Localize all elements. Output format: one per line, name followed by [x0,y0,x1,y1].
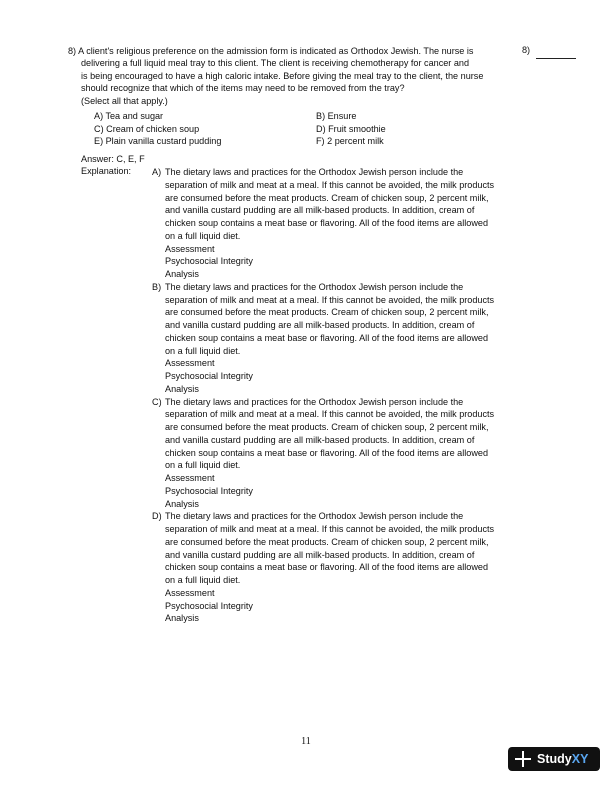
option-b: B) Ensure [316,111,357,121]
explanation-block [152,166,517,281]
explanation-line: separation of milk and meat at a meal. If this cannot be avoided, the milk products [165,409,495,420]
margin-question-number: 8) [522,45,531,55]
option-row [94,123,424,136]
brand-name: StudyXY [537,752,589,766]
explanation-line: separation of milk and meat at a meal. If this cannot be avoided, the milk products [165,179,495,190]
explanation-line: are consumed before the meat products. Cream of chicken soup, 2 percent milk, [165,192,489,203]
explanation-line: The dietary laws and practices for the Orthodox Jewish person include the [165,511,464,522]
explanation-body [152,166,517,281]
explanation-line: Psychosocial Integrity [165,256,253,267]
stem-line: delivering a full liquid meal tray to this client. The client is receiving chemotherapy for cancer and [81,58,470,69]
explanation-line: Assessment [165,587,215,598]
option-c: C) Cream of chicken soup [94,123,200,134]
explanation-line: and vanilla custard pudding are all milk-based products. In addition, cream of [165,205,475,216]
option-row [94,135,424,148]
explanation-label: Explanation: [81,166,132,176]
stem-line: should recognize that which of the items may need to be removed from the tray? [81,83,405,94]
explanations [152,166,517,625]
explanation-line: Analysis [165,498,199,509]
explanation-line: chicken soup contains a meat base or flavoring. All of the food items are allowed [165,562,489,573]
explanation-block [152,396,517,511]
explanation-line: separation of milk and meat at a meal. If this cannot be avoided, the milk products [165,294,495,305]
explanation-line: on a full liquid diet. [165,575,241,585]
explanation-body [152,396,517,511]
question-number: 8) [68,46,77,56]
explanation-block [152,510,517,625]
explanation-letter: A) [152,167,162,177]
explanation-letter: B) [152,281,162,292]
explanation-line: and vanilla custard pudding are all milk-based products. In addition, cream of [165,549,475,560]
answer-blank-line[interactable] [536,58,576,59]
explanation-line: are consumed before the meat products. Cream of chicken soup, 2 percent milk, [165,422,489,432]
explanation-block [152,281,517,396]
explanation-line: chicken soup contains a meat base or flavoring. All of the food items are allowed [165,218,489,228]
explanation-line: The dietary laws and practices for the Orthodox Jewish person include the [165,396,464,407]
explanation-line: are consumed before the meat products. Cream of chicken soup, 2 percent milk, [165,536,489,547]
explanation-line: chicken soup contains a meat base or flavoring. All of the food items are allowed [165,447,489,458]
option-a: A) Tea and sugar [94,111,164,121]
stem-line: (Select all that apply.) [81,95,168,106]
option-f: F) 2 percent milk [316,136,384,147]
explanation-line: Assessment [165,243,215,254]
explanation-line: and vanilla custard pudding are all milk-based products. In addition, cream of [165,434,475,445]
explanation-letter: D) [152,511,162,522]
answer-key: Answer: C, E, F [81,154,145,164]
option-d: D) Fruit smoothie [316,123,386,134]
stem-line: 8) A client's religious preference on the admission form is indicated as Orthodox Jewish. The nurse is [68,46,474,56]
explanation-line: chicken soup contains a meat base or flavoring. All of the food items are allowed [165,332,489,343]
explanation-line: Psychosocial Integrity [165,485,253,496]
option-row [94,110,424,123]
page-number: 11 [301,736,311,747]
explanation-line: and vanilla custard pudding are all milk-based products. In addition, cream of [165,320,475,330]
explanation-line: Assessment [165,473,215,483]
explanation-line: on a full liquid diet. [165,460,241,471]
explanation-line: separation of milk and meat at a meal. If this cannot be avoided, the milk products [165,524,495,534]
explanation-line: Assessment [165,358,215,369]
explanation-line: The dietary laws and practices for the Orthodox Jewish person include the [165,281,464,292]
explanation-line: Psychosocial Integrity [165,600,253,611]
option-e: E) Plain vanilla custard pudding [94,136,222,147]
question-stem [68,45,508,107]
explanation-line: Psychosocial Integrity [165,371,253,381]
explanation-line: on a full liquid diet. [165,345,241,356]
explanation-body [152,281,517,396]
explanation-line: Analysis [165,269,199,279]
explanation-body [152,510,517,625]
stem-line: is being encouraged to have a high caloric intake. Before giving the meal tray to the client, the nurse [81,70,484,81]
answer-options [94,110,424,148]
explanation-line: Analysis [165,613,199,624]
plus-icon [514,750,532,768]
explanation-letter: C) [152,396,162,407]
explanation-line: The dietary laws and practices for the Orthodox Jewish person include the [165,167,464,177]
explanation-line: are consumed before the meat products. Cream of chicken soup, 2 percent milk, [165,307,489,318]
studyxy-badge[interactable] [508,747,600,771]
explanation-line: Analysis [165,383,199,394]
explanation-line: on a full liquid diet. [165,230,241,241]
